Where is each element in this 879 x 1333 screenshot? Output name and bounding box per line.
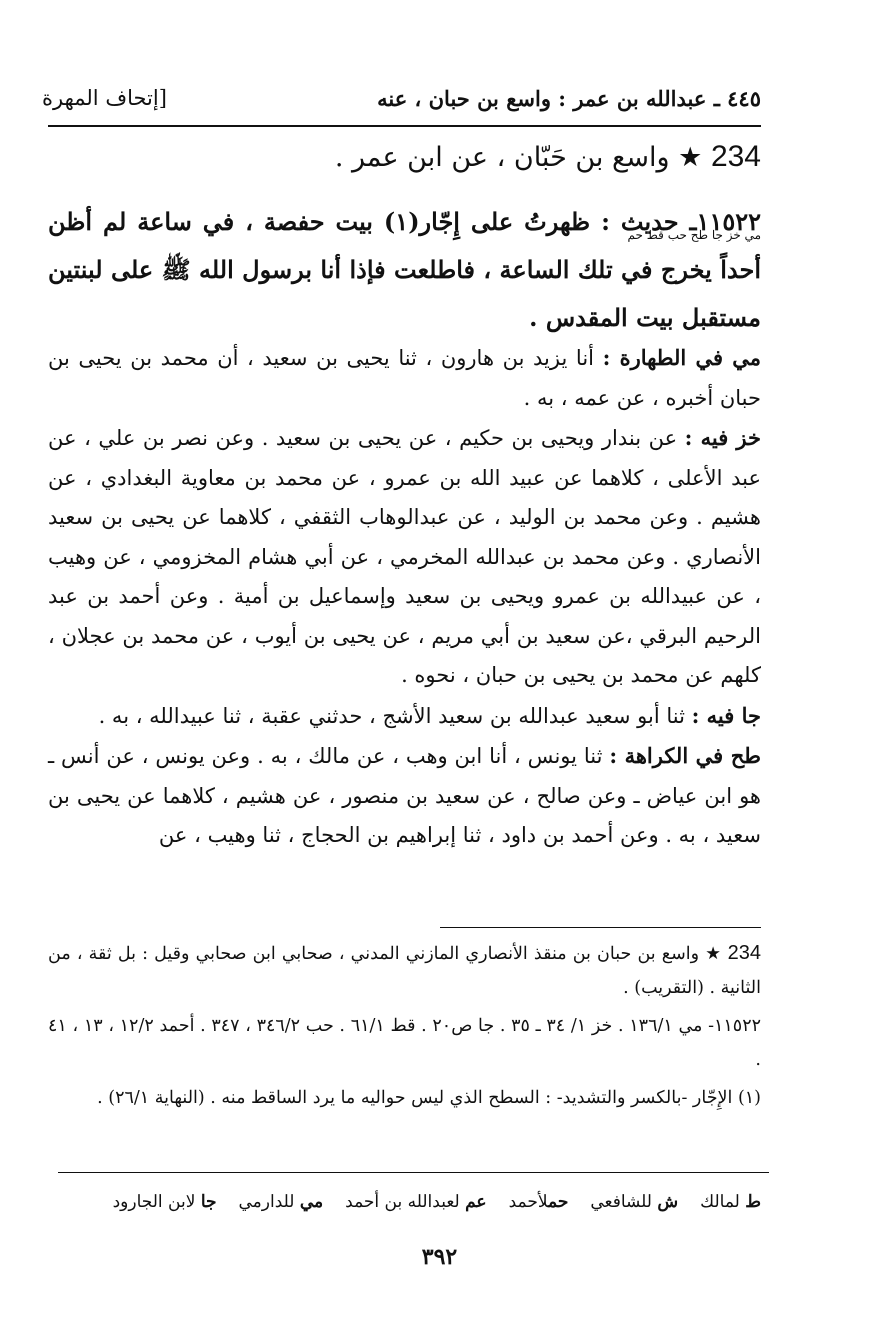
footnote-number: 234 bbox=[727, 942, 761, 964]
isnad-paragraph bbox=[48, 338, 761, 418]
isnad-source: خز فيه : bbox=[684, 425, 761, 450]
footnote-text: واسع بن حبان بن منقذ الأنصاري المازني المدني ، صحابي ابن صحابي وقيل : بل ثقة ، من الثانية . (التقريب) . bbox=[48, 944, 761, 998]
abbreviation-item: جا لابن الجارود bbox=[112, 1192, 217, 1212]
isnad-source: جا فيه : bbox=[691, 702, 761, 728]
hadith-intro: ـ حديث : bbox=[601, 207, 697, 236]
isnad-text: أنا يزيد بن هارون ، ثنا يحيى بن سعيد ، أن محمد بن يحيى بن حبان أخبره ، عن عمه ، به . bbox=[48, 346, 761, 410]
abbreviation-item: ط لمالك bbox=[700, 1192, 761, 1212]
footnote-text: (١) الإِجّار -بالكسر والتشديد- : السطح الذي ليس حواليه ما يرد الساقط منه . (النهاية ٢٦/١) . bbox=[97, 1088, 761, 1108]
isnad-paragraph bbox=[48, 418, 761, 696]
running-header-book: [إتحاف المهرة bbox=[42, 86, 167, 110]
header-rule bbox=[48, 125, 761, 127]
isnad-source: مي في الطهارة : bbox=[602, 345, 761, 370]
star-icon: ★ bbox=[678, 142, 703, 173]
running-header-title: ٤٤٥ ـ عبدالله بن عمر : واسع بن حبان ، عنه bbox=[377, 86, 761, 111]
hadith-text: ظهرتُ على إِجّار(١) بيت حفصة ، في ساعة لم أظن أحداً يخرج في تلك الساعة ، فاطلعت فإذا أنا برسول الله ﷺ على لبنتين مستقبل بيت المقدس . bbox=[48, 207, 761, 332]
abbreviation-item: ش للشافعي bbox=[590, 1192, 679, 1212]
isnad-text: ثنا يونس ، أنا ابن وهب ، عن مالك ، به . وعن يونس ، عن أنس ـ هو ابن عياض ـ وعن صالح ، عن سعيد بن منصور ، عن هشيم ، كلاهما عن يحيى بن سعيد ، به . وعن أحمد بن داود ، ثنا إبراهيم بن الحجاج ، ثنا وهيب ، عن bbox=[48, 744, 761, 847]
footnote bbox=[48, 1009, 761, 1077]
page-number: ٣٩٢ bbox=[421, 1244, 458, 1270]
abbreviation-item: مي للدارمي bbox=[238, 1192, 324, 1212]
footnote bbox=[48, 1081, 761, 1115]
footnote bbox=[48, 936, 761, 1005]
abbreviations-key bbox=[48, 1192, 761, 1212]
chapter-title: واسع بن حَبّان ، عن ابن عمر . bbox=[334, 142, 670, 173]
isnad-text: عن بندار ويحيى بن حكيم ، عن يحيى بن سعيد . وعن نصر بن علي ، عن عبد الأعلى ، كلاهما عن عبيد الله بن عمرو ، عن محمد بن معاوية البغدادي ، عن هشيم . وعن محمد بن الوليد ، عن عبدالوهاب الثقفي ، كلاهما عن يحيى بن سعيد الأنصاري . وعن محمد بن عبدالله المخرمي ، عن أبي هشام المخزومي ، عن وهيب ، عن عبيدالله بن عمرو ويحيى بن سعيد وإسماعيل بن أمية . وعن أحمد بن عبد الرحيم البرقي ،عن سعيد بن أبي مريم ، عن يحيى بن أيوب ، عن محمد بن عجلان ، كلهم عن محمد بن يحيى بن حبان ، نحوه . bbox=[48, 426, 761, 687]
hadith-sigla: مي خز جا طح حب قط حم bbox=[627, 228, 761, 242]
abbreviation-item: عم لعبدالله بن أحمد bbox=[345, 1192, 487, 1212]
isnad-paragraph bbox=[48, 696, 761, 737]
isnad-section bbox=[48, 338, 761, 856]
hadith-number: ١١٥٢٢ bbox=[696, 207, 761, 236]
footnote-text: ١١٥٢٢- مي ١٣٦/١ . خز ١/ ٣٤ ـ ٣٥ . جا ص٢٠ . قط ٦١/١ . حب ٣٤٦/٢ ، ٣٤٧ . أحمد ١٢/٢ ، ١٣ ، ٤١ . bbox=[48, 1016, 761, 1070]
chapter-number: 234 bbox=[710, 140, 761, 173]
abbreviations-rule bbox=[58, 1172, 769, 1173]
chapter-heading bbox=[335, 140, 761, 174]
footnote-rule bbox=[440, 927, 761, 928]
isnad-source: طح في الكراهة : bbox=[609, 743, 761, 768]
hadith-block bbox=[48, 198, 761, 342]
abbreviation-item: حملأحمد bbox=[508, 1192, 569, 1212]
star-icon: ★ bbox=[705, 944, 722, 964]
isnad-text: ثنا أبو سعيد عبدالله بن سعيد الأشج ، حدثني عقبة ، ثنا عبيدالله ، به . bbox=[98, 703, 685, 728]
footnotes bbox=[48, 936, 761, 1119]
isnad-paragraph bbox=[48, 736, 761, 856]
